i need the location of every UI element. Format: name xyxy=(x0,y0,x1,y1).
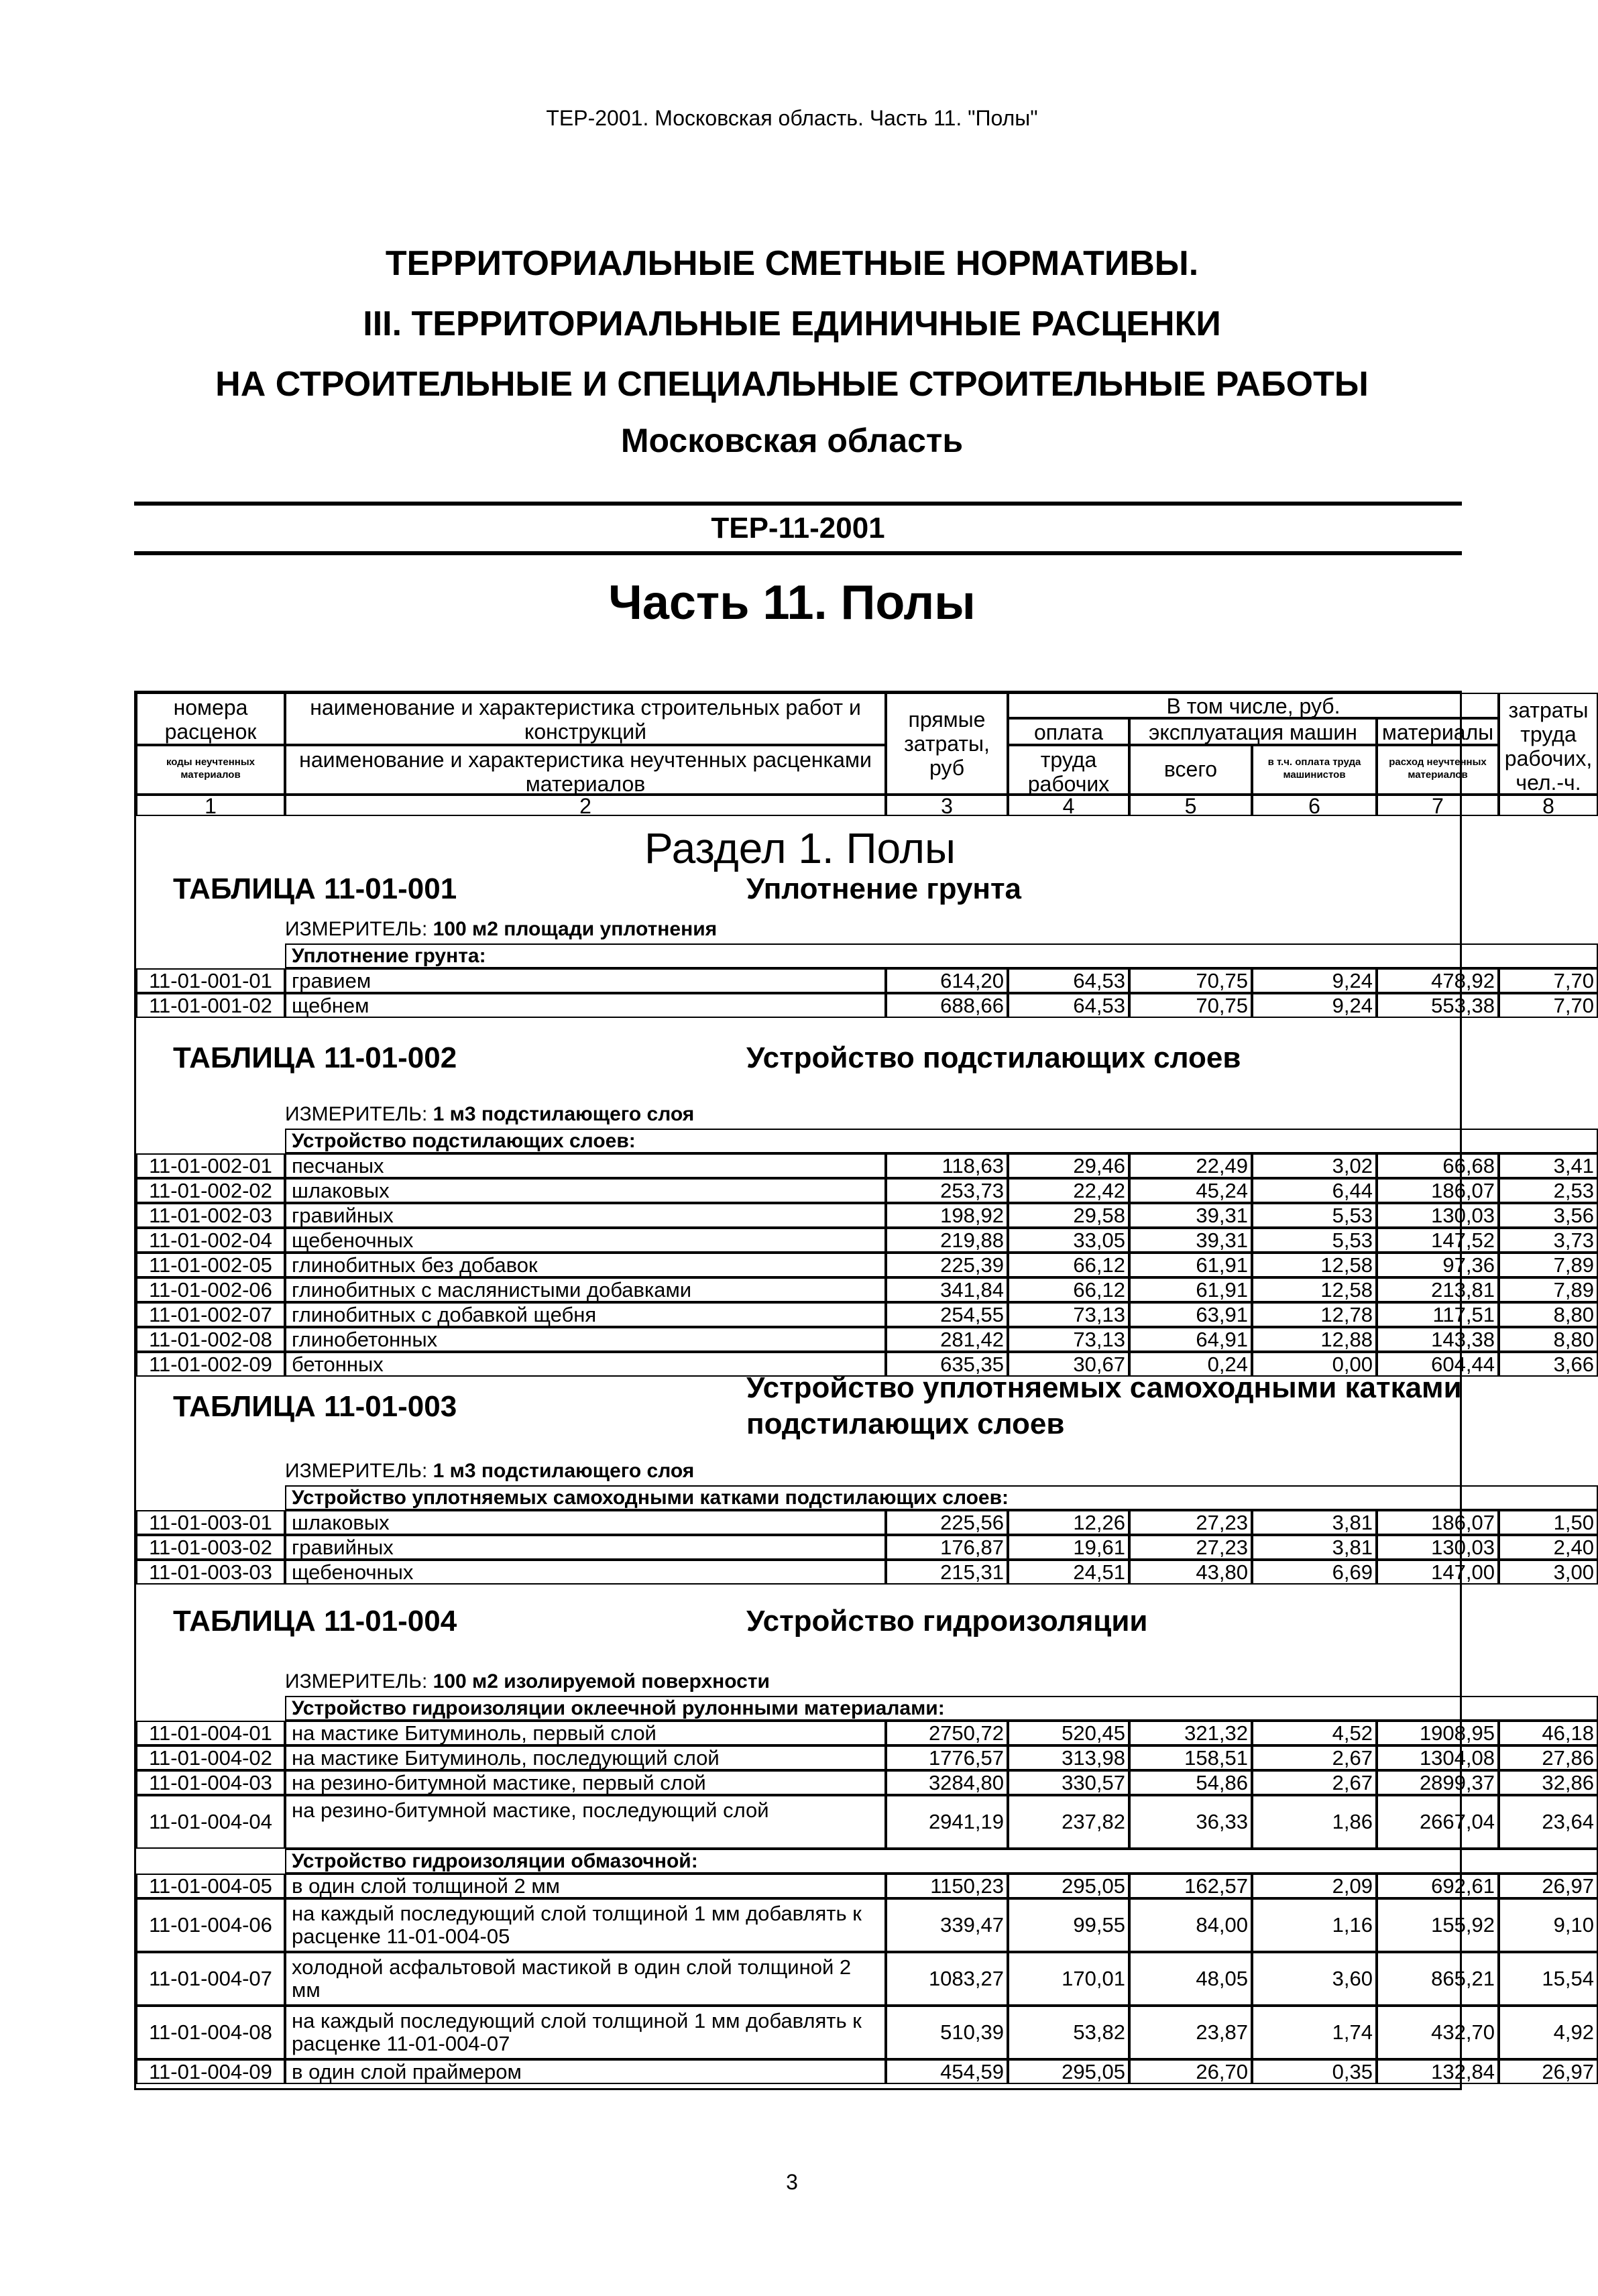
title-line-2: III. ТЕРРИТОРИАЛЬНЫЕ ЕДИНИЧНЫЕ РАСЦЕНКИ xyxy=(363,304,1221,343)
labor-hours: 15,54 xyxy=(1499,1952,1598,2006)
machine-total: 39,31 xyxy=(1129,1228,1252,1253)
labor-pay: 520,45 xyxy=(1008,1721,1129,1745)
table-row xyxy=(136,1203,1594,1228)
labor-pay: 330,57 xyxy=(1008,1770,1129,1795)
machine-total: 70,75 xyxy=(1129,968,1252,993)
section-title: Раздел 1. Полы xyxy=(644,824,956,872)
machine-total: 0,24 xyxy=(1129,1352,1252,1377)
rate-code: 11-01-002-06 xyxy=(136,1277,285,1302)
rate-code: 11-01-004-03 xyxy=(136,1770,285,1795)
table-row xyxy=(136,1153,1594,1178)
rate-name: шлаковых xyxy=(285,1178,886,1203)
table-label: ТАБЛИЦА 11-01-002 xyxy=(173,1041,457,1074)
col-materialy: материалы xyxy=(1377,718,1499,745)
direct-cost: 1150,23 xyxy=(886,1874,1008,1898)
direct-cost: 2941,19 xyxy=(886,1795,1008,1849)
col-ekspl: эксплуатация машин xyxy=(1129,718,1377,745)
rate-code: 11-01-002-01 xyxy=(136,1153,285,1178)
labor-pay: 295,05 xyxy=(1008,1874,1129,1898)
rate-code: 11-01-004-01 xyxy=(136,1721,285,1745)
table-row xyxy=(136,2006,1594,2059)
labor-pay: 19,61 xyxy=(1008,1535,1129,1560)
machinist-pay: 12,78 xyxy=(1252,1302,1377,1327)
direct-cost: 341,84 xyxy=(886,1277,1008,1302)
materials-cost: 117,51 xyxy=(1377,1302,1499,1327)
rate-name: на каждый последующий слой толщиной 1 мм добавлять к расценке 11-01-004-07 xyxy=(285,2006,886,2059)
direct-cost: 281,42 xyxy=(886,1327,1008,1352)
labor-hours: 7,89 xyxy=(1499,1253,1598,1277)
table-row xyxy=(136,1898,1594,1952)
machine-total: 36,33 xyxy=(1129,1795,1252,1849)
rate-code: 11-01-002-09 xyxy=(136,1352,285,1377)
direct-cost: 3284,80 xyxy=(886,1770,1008,1795)
materials-cost: 865,21 xyxy=(1377,1952,1499,2006)
table-row xyxy=(136,1721,1594,1745)
labor-hours: 8,80 xyxy=(1499,1327,1598,1352)
rate-code: 11-01-002-04 xyxy=(136,1228,285,1253)
table-row xyxy=(136,1795,1594,1849)
machine-total: 27,23 xyxy=(1129,1510,1252,1535)
labor-pay: 73,13 xyxy=(1008,1327,1129,1352)
rate-name: щебеночных xyxy=(285,1228,886,1253)
col-vtch: в т.ч. оплата труда машинистов xyxy=(1252,745,1377,795)
part-title: Часть 11. Полы xyxy=(608,576,976,630)
machinist-pay: 2,67 xyxy=(1252,1770,1377,1795)
table-row xyxy=(136,1253,1594,1277)
table-measure xyxy=(285,1103,694,1126)
machine-total: 63,91 xyxy=(1129,1302,1252,1327)
group-subheader: Устройство гидроизоляции обмазочной: xyxy=(285,1849,1598,1874)
direct-cost: 1083,27 xyxy=(886,1952,1008,2006)
direct-cost: 454,59 xyxy=(886,2059,1008,2084)
measure-unit: 1 м3 подстилающего слоя xyxy=(433,1460,695,1482)
labor-hours: 7,89 xyxy=(1499,1277,1598,1302)
direct-cost: 176,87 xyxy=(886,1535,1008,1560)
direct-cost: 635,35 xyxy=(886,1352,1008,1377)
table-row xyxy=(136,1277,1594,1302)
rate-code: 11-01-002-07 xyxy=(136,1302,285,1327)
labor-hours: 8,80 xyxy=(1499,1302,1598,1327)
table-row xyxy=(136,1510,1594,1535)
table-row xyxy=(136,1228,1594,1253)
measure-unit: 1 м3 подстилающего слоя xyxy=(433,1103,695,1125)
col-num-8: 8 xyxy=(1499,795,1598,816)
rate-code: 11-01-003-03 xyxy=(136,1560,285,1585)
direct-cost: 225,39 xyxy=(886,1253,1008,1277)
table-name: Устройство уплотняемых самоходными катками подстилающих слоев xyxy=(746,1371,1462,1440)
labor-pay: 170,01 xyxy=(1008,1952,1129,2006)
table-measure xyxy=(285,1670,770,1693)
rate-code: 11-01-004-07 xyxy=(136,1952,285,2006)
labor-hours: 26,97 xyxy=(1499,2059,1598,2084)
rate-name: глинобетонных xyxy=(285,1327,886,1352)
machine-total: 43,80 xyxy=(1129,1560,1252,1585)
materials-cost: 132,84 xyxy=(1377,2059,1499,2084)
group-subheader: Устройство подстилающих слоев: xyxy=(285,1129,1598,1153)
col-naim2: наименование и характеристика неучтенных расценками материалов xyxy=(285,745,886,795)
direct-cost: 1776,57 xyxy=(886,1745,1008,1770)
materials-cost: 1908,95 xyxy=(1377,1721,1499,1745)
table-label: ТАБЛИЦА 11-01-003 xyxy=(173,1390,457,1423)
machine-total: 84,00 xyxy=(1129,1898,1252,1952)
rate-code: 11-01-004-05 xyxy=(136,1874,285,1898)
rate-name: глинобитных с добавкой щебня xyxy=(285,1302,886,1327)
machine-total: 64,91 xyxy=(1129,1327,1252,1352)
labor-hours: 3,41 xyxy=(1499,1153,1598,1178)
col-rashod: расход неучтенных материалов xyxy=(1377,745,1499,795)
materials-cost: 478,92 xyxy=(1377,968,1499,993)
labor-hours: 3,66 xyxy=(1499,1352,1598,1377)
labor-hours: 46,18 xyxy=(1499,1721,1598,1745)
rate-code: 11-01-002-08 xyxy=(136,1327,285,1352)
materials-cost: 2667,04 xyxy=(1377,1795,1499,1849)
rate-code: 11-01-002-02 xyxy=(136,1178,285,1203)
machinist-pay: 1,74 xyxy=(1252,2006,1377,2059)
col-vsego: всего xyxy=(1129,745,1252,795)
rate-name: на каждый последующий слой толщиной 1 мм добавлять к расценке 11-01-004-05 xyxy=(285,1898,886,1952)
labor-hours: 27,86 xyxy=(1499,1745,1598,1770)
title-line-3: НА СТРОИТЕЛЬНЫЕ И СПЕЦИАЛЬНЫЕ СТРОИТЕЛЬНЫЕ РАБОТЫ xyxy=(215,365,1369,404)
rate-code: 11-01-004-08 xyxy=(136,2006,285,2059)
machine-total: 27,23 xyxy=(1129,1535,1252,1560)
measure-unit: 100 м2 площади уплотнения xyxy=(433,918,718,940)
machine-total: 61,91 xyxy=(1129,1253,1252,1277)
labor-pay: 313,98 xyxy=(1008,1745,1129,1770)
machinist-pay: 9,24 xyxy=(1252,993,1377,1018)
direct-cost: 339,47 xyxy=(886,1898,1008,1952)
labor-pay: 33,05 xyxy=(1008,1228,1129,1253)
table-row xyxy=(136,1178,1594,1203)
table-name: Устройство подстилающих слоев xyxy=(746,1041,1241,1074)
region-title: Московская область xyxy=(620,422,964,459)
col-num-5: 5 xyxy=(1129,795,1252,816)
col-kody: коды неучтенных материалов xyxy=(136,745,285,795)
machine-total: 70,75 xyxy=(1129,993,1252,1018)
machine-total: 162,57 xyxy=(1129,1874,1252,1898)
machine-total: 22,49 xyxy=(1129,1153,1252,1178)
machine-total: 45,24 xyxy=(1129,1178,1252,1203)
table-row xyxy=(136,1874,1594,1898)
materials-cost: 692,61 xyxy=(1377,1874,1499,1898)
labor-pay: 53,82 xyxy=(1008,2006,1129,2059)
rate-name: гравийных xyxy=(285,1203,886,1228)
table-name: Уплотнение грунта xyxy=(746,872,1022,905)
materials-cost: 97,36 xyxy=(1377,1253,1499,1277)
col-zatraty: затраты труда рабочих, чел.-ч. xyxy=(1499,693,1598,795)
machinist-pay: 2,67 xyxy=(1252,1745,1377,1770)
rate-code: 11-01-004-06 xyxy=(136,1898,285,1952)
machinist-pay: 5,53 xyxy=(1252,1203,1377,1228)
materials-cost: 130,03 xyxy=(1377,1203,1499,1228)
labor-pay: 30,67 xyxy=(1008,1352,1129,1377)
labor-pay: 66,12 xyxy=(1008,1277,1129,1302)
machine-total: 54,86 xyxy=(1129,1770,1252,1795)
machinist-pay: 4,52 xyxy=(1252,1721,1377,1745)
rate-code: 11-01-004-04 xyxy=(136,1795,285,1849)
measure-prefix: ИЗМЕРИТЕЛЬ: xyxy=(285,1103,433,1125)
title-line-1: ТЕРРИТОРИАЛЬНЫЕ СМЕТНЫЕ НОРМАТИВЫ. xyxy=(385,244,1199,283)
table-row xyxy=(136,1770,1594,1795)
table-row xyxy=(136,968,1594,993)
materials-cost: 186,07 xyxy=(1377,1178,1499,1203)
page-header: ТЕР-2001. Московская область. Часть 11. "Полы" xyxy=(546,106,1038,130)
rate-name: глинобитных без добавок xyxy=(285,1253,886,1277)
labor-hours: 2,40 xyxy=(1499,1535,1598,1560)
materials-cost: 432,70 xyxy=(1377,2006,1499,2059)
machinist-pay: 3,81 xyxy=(1252,1535,1377,1560)
labor-pay: 66,12 xyxy=(1008,1253,1129,1277)
machine-total: 23,87 xyxy=(1129,2006,1252,2059)
table-measure xyxy=(285,918,717,941)
rate-name: в один слой праймером xyxy=(285,2059,886,2084)
rate-name: песчаных xyxy=(285,1153,886,1178)
rate-name: гравием xyxy=(285,968,886,993)
rate-name: гравийных xyxy=(285,1535,886,1560)
labor-hours: 23,64 xyxy=(1499,1795,1598,1849)
machinist-pay: 5,53 xyxy=(1252,1228,1377,1253)
materials-cost: 213,81 xyxy=(1377,1277,1499,1302)
materials-cost: 186,07 xyxy=(1377,1510,1499,1535)
machine-total: 39,31 xyxy=(1129,1203,1252,1228)
col-num-6: 6 xyxy=(1252,795,1377,816)
machinist-pay: 6,69 xyxy=(1252,1560,1377,1585)
machinist-pay: 9,24 xyxy=(1252,968,1377,993)
materials-cost: 2899,37 xyxy=(1377,1770,1499,1795)
col-num-7: 7 xyxy=(1377,795,1499,816)
labor-hours: 3,00 xyxy=(1499,1560,1598,1585)
direct-cost: 198,92 xyxy=(886,1203,1008,1228)
labor-pay: 22,42 xyxy=(1008,1178,1129,1203)
rate-name: холодной асфальтовой мастикой в один слой толщиной 2 мм xyxy=(285,1952,886,2006)
rate-name: на мастике Битуминоль, последующий слой xyxy=(285,1745,886,1770)
table-name: Устройство гидроизоляции xyxy=(746,1605,1148,1638)
rate-code: 11-01-004-09 xyxy=(136,2059,285,2084)
labor-pay: 237,82 xyxy=(1008,1795,1129,1849)
direct-cost: 225,56 xyxy=(886,1510,1008,1535)
col-pryamye: прямые затраты, руб xyxy=(886,693,1008,795)
direct-cost: 118,63 xyxy=(886,1153,1008,1178)
labor-hours: 4,92 xyxy=(1499,2006,1598,2059)
measure-prefix: ИЗМЕРИТЕЛЬ: xyxy=(285,1460,433,1482)
measure-unit: 100 м2 изолируемой поверхности xyxy=(433,1670,770,1692)
rate-code: 11-01-001-02 xyxy=(136,993,285,1018)
table-row xyxy=(136,1952,1594,2006)
machinist-pay: 1,16 xyxy=(1252,1898,1377,1952)
labor-pay: 73,13 xyxy=(1008,1302,1129,1327)
labor-hours: 32,86 xyxy=(1499,1770,1598,1795)
rate-code: 11-01-001-01 xyxy=(136,968,285,993)
direct-cost: 254,55 xyxy=(886,1302,1008,1327)
rate-name: глинобитных с маслянистыми добавками xyxy=(285,1277,886,1302)
direct-cost: 614,20 xyxy=(886,968,1008,993)
direct-cost: 215,31 xyxy=(886,1560,1008,1585)
machinist-pay: 6,44 xyxy=(1252,1178,1377,1203)
col-v-tom: В том числе, руб. xyxy=(1008,693,1499,718)
rate-code: 11-01-002-05 xyxy=(136,1253,285,1277)
labor-hours: 26,97 xyxy=(1499,1874,1598,1898)
direct-cost: 253,73 xyxy=(886,1178,1008,1203)
machinist-pay: 12,58 xyxy=(1252,1277,1377,1302)
materials-cost: 147,00 xyxy=(1377,1560,1499,1585)
rate-name: в один слой толщиной 2 мм xyxy=(285,1874,886,1898)
table-row xyxy=(136,1535,1594,1560)
labor-pay: 295,05 xyxy=(1008,2059,1129,2084)
rate-code: 11-01-002-03 xyxy=(136,1203,285,1228)
labor-pay: 64,53 xyxy=(1008,993,1129,1018)
materials-cost: 143,38 xyxy=(1377,1327,1499,1352)
group-subheader: Устройство уплотняемых самоходными катками подстилающих слоев: xyxy=(285,1485,1598,1510)
machinist-pay: 0,35 xyxy=(1252,2059,1377,2084)
col-num-3: 3 xyxy=(886,795,1008,816)
table-row xyxy=(136,1745,1594,1770)
table-measure xyxy=(285,1460,694,1483)
rate-name: на мастике Битуминоль, первый слой xyxy=(285,1721,886,1745)
table-row xyxy=(136,1327,1594,1352)
group-subheader: Уплотнение грунта: xyxy=(285,943,1598,968)
col-nomera: номера расценок xyxy=(136,693,285,745)
direct-cost: 510,39 xyxy=(886,2006,1008,2059)
document-code: ТЕР-11-2001 xyxy=(134,502,1462,555)
rate-code: 11-01-004-02 xyxy=(136,1745,285,1770)
group-subheader: Устройство гидроизоляции оклеечной рулонными материалами: xyxy=(285,1696,1598,1721)
labor-pay: 12,26 xyxy=(1008,1510,1129,1535)
labor-pay: 24,51 xyxy=(1008,1560,1129,1585)
page-number: 3 xyxy=(786,2170,798,2194)
rate-name: на резино-битумной мастике, последующий слой xyxy=(285,1795,886,1849)
labor-pay: 64,53 xyxy=(1008,968,1129,993)
col-truda-rab: труда рабочих xyxy=(1008,745,1129,795)
table-label: ТАБЛИЦА 11-01-001 xyxy=(173,872,457,905)
machine-total: 158,51 xyxy=(1129,1745,1252,1770)
labor-hours: 3,56 xyxy=(1499,1203,1598,1228)
col-oplata: оплата xyxy=(1008,718,1129,745)
machine-total: 321,32 xyxy=(1129,1721,1252,1745)
col-num-4: 4 xyxy=(1008,795,1129,816)
machinist-pay: 0,00 xyxy=(1252,1352,1377,1377)
machine-total: 48,05 xyxy=(1129,1952,1252,2006)
rate-name: бетонных xyxy=(285,1352,886,1377)
table-row xyxy=(136,1302,1594,1327)
materials-cost: 1304,08 xyxy=(1377,1745,1499,1770)
table-row xyxy=(136,1560,1594,1585)
rate-code: 11-01-003-02 xyxy=(136,1535,285,1560)
labor-pay: 99,55 xyxy=(1008,1898,1129,1952)
rate-name: на резино-битумной мастике, первый слой xyxy=(285,1770,886,1795)
labor-pay: 29,46 xyxy=(1008,1153,1129,1178)
machinist-pay: 2,09 xyxy=(1252,1874,1377,1898)
machinist-pay: 3,60 xyxy=(1252,1952,1377,2006)
labor-hours: 7,70 xyxy=(1499,993,1598,1018)
direct-cost: 688,66 xyxy=(886,993,1008,1018)
machinist-pay: 3,81 xyxy=(1252,1510,1377,1535)
labor-hours: 2,53 xyxy=(1499,1178,1598,1203)
labor-hours: 1,50 xyxy=(1499,1510,1598,1535)
rate-name: щебнем xyxy=(285,993,886,1018)
col-num-1: 1 xyxy=(136,795,285,816)
rates-table xyxy=(134,691,1594,2090)
table-label: ТАБЛИЦА 11-01-004 xyxy=(173,1605,457,1638)
rate-name: шлаковых xyxy=(285,1510,886,1535)
document-titles xyxy=(0,233,1584,464)
rate-code: 11-01-003-01 xyxy=(136,1510,285,1535)
labor-hours: 9,10 xyxy=(1499,1898,1598,1952)
table-row xyxy=(136,2059,1594,2084)
table-row xyxy=(136,993,1594,1018)
materials-cost: 147,52 xyxy=(1377,1228,1499,1253)
materials-cost: 553,38 xyxy=(1377,993,1499,1018)
machinist-pay: 12,58 xyxy=(1252,1253,1377,1277)
materials-cost: 130,03 xyxy=(1377,1535,1499,1560)
machine-total: 61,91 xyxy=(1129,1277,1252,1302)
labor-hours: 3,73 xyxy=(1499,1228,1598,1253)
measure-prefix: ИЗМЕРИТЕЛЬ: xyxy=(285,918,433,940)
machine-total: 26,70 xyxy=(1129,2059,1252,2084)
machinist-pay: 12,88 xyxy=(1252,1327,1377,1352)
labor-hours: 7,70 xyxy=(1499,968,1598,993)
col-naim: наименование и характеристика строительных работ и конструкций xyxy=(285,693,886,745)
materials-cost: 604,44 xyxy=(1377,1352,1499,1377)
materials-cost: 66,68 xyxy=(1377,1153,1499,1178)
rate-name: щебеночных xyxy=(285,1560,886,1585)
direct-cost: 219,88 xyxy=(886,1228,1008,1253)
labor-pay: 29,58 xyxy=(1008,1203,1129,1228)
measure-prefix: ИЗМЕРИТЕЛЬ: xyxy=(285,1670,433,1692)
direct-cost: 2750,72 xyxy=(886,1721,1008,1745)
materials-cost: 155,92 xyxy=(1377,1898,1499,1952)
machinist-pay: 1,86 xyxy=(1252,1795,1377,1849)
col-num-2: 2 xyxy=(285,795,886,816)
machinist-pay: 3,02 xyxy=(1252,1153,1377,1178)
